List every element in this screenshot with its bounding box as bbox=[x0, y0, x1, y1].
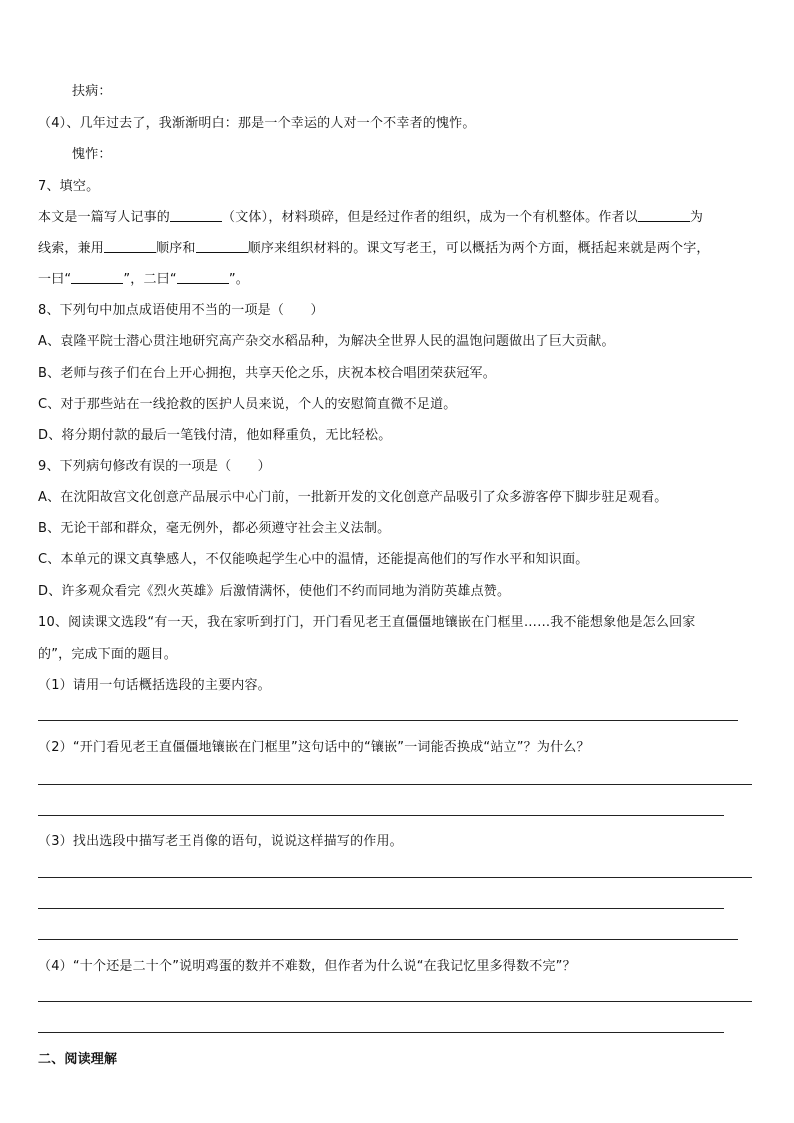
question-10-sub-3: （3）找出选段中描写老王肖像的语句，说说这样描写的作用。 bbox=[38, 834, 403, 849]
term-kuizuo: 愧怍： bbox=[72, 147, 112, 162]
answer-line[interactable] bbox=[38, 1032, 724, 1033]
question-7-heading: 7、填空。 bbox=[38, 179, 100, 194]
section-2-heading: 二、阅读理解 bbox=[38, 1052, 118, 1067]
answer-line[interactable] bbox=[38, 1001, 752, 1002]
question-8-stem: 8、下列句中加点成语使用不当的一项是（ ） bbox=[38, 303, 324, 318]
question-7-line-3: 一曰“ ”，二曰“ ”。 bbox=[38, 272, 249, 287]
fill-blank[interactable] bbox=[177, 271, 229, 284]
answer-line[interactable] bbox=[38, 877, 752, 878]
question-7-line-2: 线索，兼用 顺序和 顺序来组织材料的。课文写老王，可以概括为两个方面，概括起来就是两个字， bbox=[38, 241, 710, 256]
answer-line[interactable] bbox=[38, 720, 738, 721]
fill-blank[interactable] bbox=[196, 240, 248, 253]
item-4-sentence: （4）、几年过去了，我渐渐明白：那是一个幸运的人对一个不幸者的愧怍。 bbox=[38, 116, 476, 131]
question-8-option-b: B、老师与孩子们在台上开心拥抱，共享天伦之乐，庆祝本校合唱团荣获冠军。 bbox=[38, 366, 496, 381]
answer-line[interactable] bbox=[38, 784, 752, 785]
question-10-stem-line-2: 的”，完成下面的题目。 bbox=[38, 647, 177, 662]
answer-line[interactable] bbox=[38, 815, 724, 816]
question-9-option-d: D、许多观众看完《烈火英雄》后激情满怀，使他们不约而同地为消防英雄点赞。 bbox=[38, 584, 511, 599]
question-10-sub-2: （2）“开门看见老王直僵僵地镶嵌在门框里”这句话中的“镶嵌”一词能否换成“站立”？为什么？ bbox=[38, 740, 590, 755]
question-9-option-c: C、本单元的课文真挚感人，不仅能唤起学生心中的温情，还能提高他们的写作水平和知识面。 bbox=[38, 552, 589, 567]
term-fubing: 扶病： bbox=[72, 84, 112, 99]
answer-line[interactable] bbox=[38, 939, 738, 940]
question-8-option-d: D、将分期付款的最后一笔钱付清，他如释重负，无比轻松。 bbox=[38, 428, 392, 443]
question-9-option-b: B、无论干部和群众，毫无例外，都必须遵守社会主义法制。 bbox=[38, 521, 391, 536]
fill-blank[interactable] bbox=[638, 209, 690, 222]
question-8-option-a: A、袁隆平院士潜心贯注地研究高产杂交水稻品种，为解决全世界人民的温饱问题做出了巨大贡献。 bbox=[38, 334, 615, 349]
question-10-sub-1: （1）请用一句话概括选段的主要内容。 bbox=[38, 678, 271, 693]
question-9-stem: 9、下列病句修改有误的一项是（ ） bbox=[38, 459, 271, 474]
fill-blank[interactable] bbox=[71, 271, 123, 284]
question-10-stem-line-1: 10、阅读课文选段“有一天，我在家听到打门，开门看见老王直僵僵地镶嵌在门框里……我不能想象他是怎么回家 bbox=[38, 615, 696, 630]
question-10-sub-4: （4）“十个还是二十个”说明鸡蛋的数并不难数，但作者为什么说“在我记忆里多得数不完”？ bbox=[38, 959, 576, 974]
question-8-option-c: C、对于那些站在一线抢救的医护人员来说，个人的安慰简直微不足道。 bbox=[38, 397, 457, 412]
question-7-line-1: 本文是一篇写人记事的 （文体），材料琐碎，但是经过作者的组织，成为一个有机整体。作者以 为 bbox=[38, 210, 704, 225]
fill-blank[interactable] bbox=[104, 240, 156, 253]
answer-line[interactable] bbox=[38, 908, 724, 909]
fill-blank[interactable] bbox=[170, 209, 222, 222]
question-9-option-a: A、在沈阳故宫文化创意产品展示中心门前，一批新开发的文化创意产品吸引了众多游客停下脚步驻足观看。 bbox=[38, 490, 668, 505]
